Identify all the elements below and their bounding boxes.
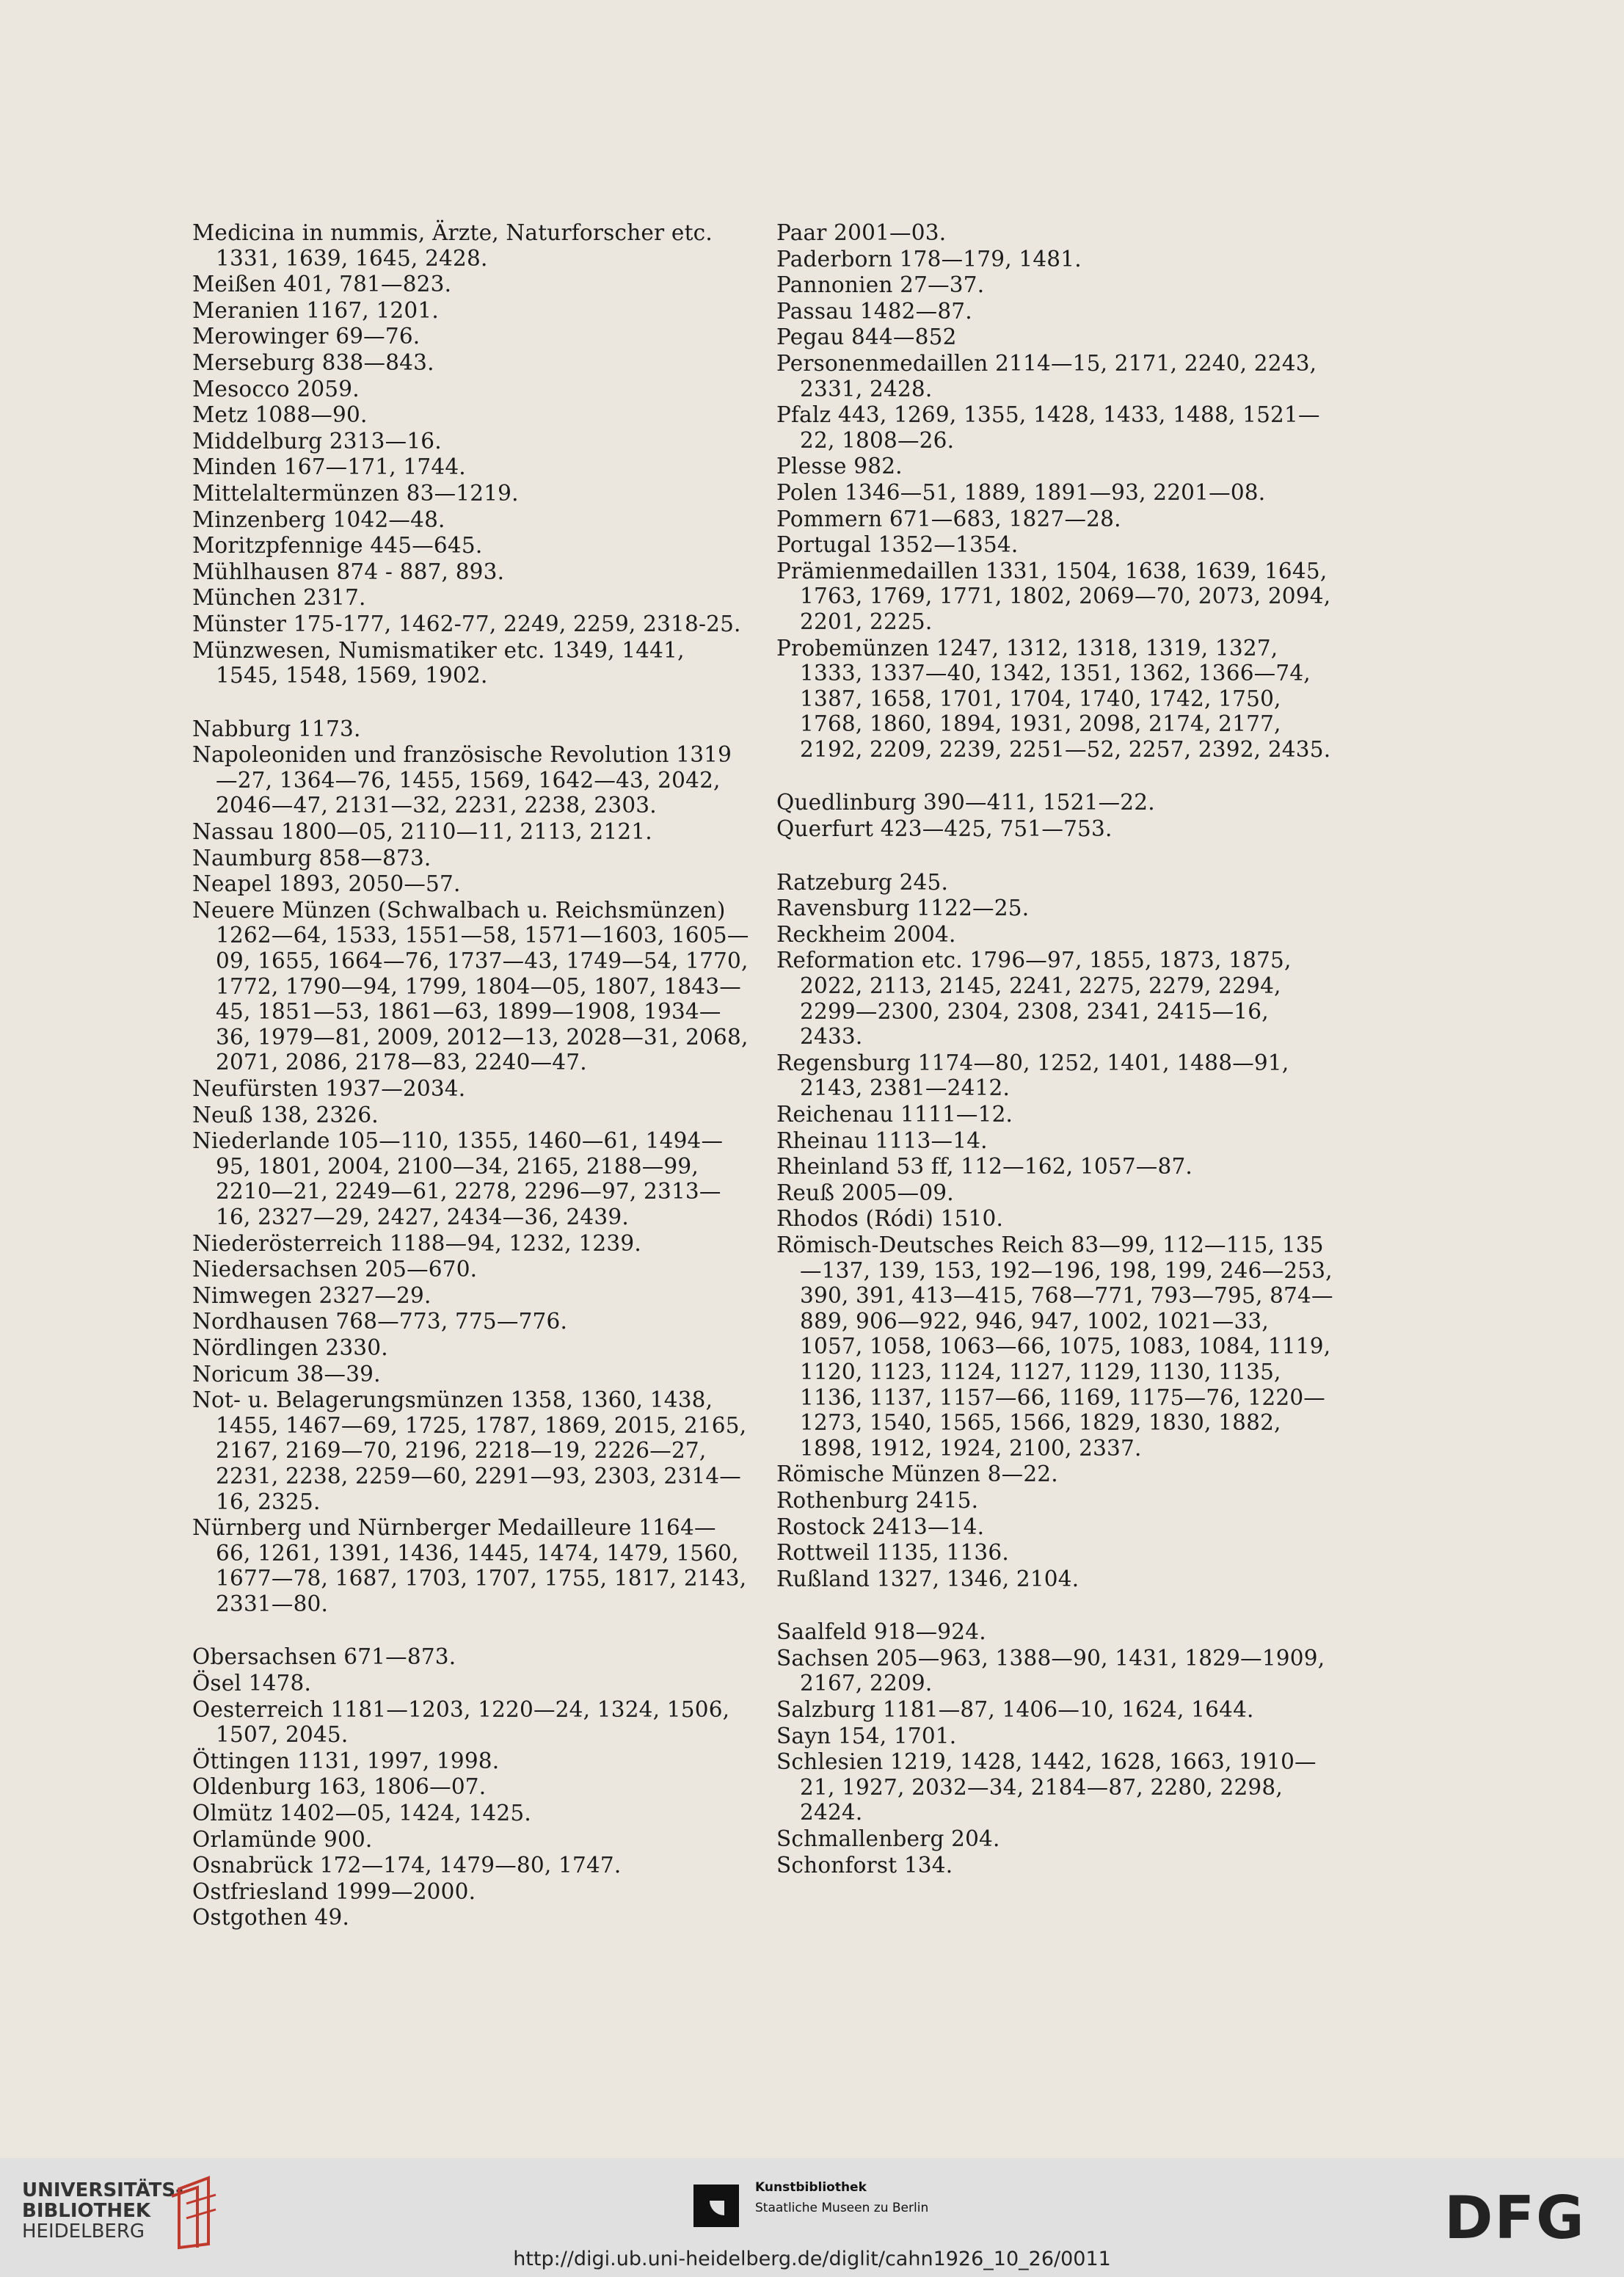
index-entry: Schmallenberg 204. xyxy=(776,1826,1000,1852)
index-entry: Neuere Münzen (Schwalbach u. Reichsmünzen) 1262—64, 1533, 1551—58, 1571—1603, 1605—09, 1655, 1664—76, 1737—43, 1749—54, 1770, 1772, 1790—94, 1799, 1804—05, 1807, 1843—45, 1851—53, 1861—63, 1899—1908, 1934—36, 1979—81, 2009, 2012—13, 2028—31, 2068, 2071, 2086, 2178—83, 2240—47. xyxy=(192,897,749,1075)
index-entry: Pommern 671—683, 1827—28. xyxy=(776,506,1121,531)
index-entry: Münzwesen, Numismatiker etc. 1349, 1441, 1545, 1548, 1569, 1902. xyxy=(192,637,685,689)
index-entry: Neuß 138, 2326. xyxy=(192,1102,379,1127)
index-entry: Öttingen 1131, 1997, 1998. xyxy=(192,1748,500,1773)
index-entry: Polen 1346—51, 1889, 1891—93, 2201—08. xyxy=(776,479,1266,505)
index-entry: Napoleoniden und französische Revolution 1319—27, 1364—76, 1455, 1569, 1642—43, 2042, 2046—47, 2131—32, 2231, 2238, 2303. xyxy=(192,742,732,818)
index-entry: Nabburg 1173. xyxy=(192,716,361,741)
ub-logo-line: HEIDELBERG xyxy=(22,2220,145,2242)
index-entry: Nassau 1800—05, 2110—11, 2113, 2121. xyxy=(192,819,652,845)
index-entry: Pfalz 443, 1269, 1355, 1428, 1433, 1488, 1521—22, 1808—26. xyxy=(776,402,1320,453)
index-entry: Plesse 982. xyxy=(776,454,903,479)
index-entry: Minzenberg 1042—48. xyxy=(192,506,445,532)
index-entry: Ostfriesland 1999—2000. xyxy=(192,1878,476,1904)
index-entry: Meranien 1167, 1201. xyxy=(192,297,439,323)
index-entry: Metz 1088—90. xyxy=(192,402,368,428)
index-entry: Münster 175-177, 1462-77, 2249, 2259, 2318-25. xyxy=(192,611,741,636)
index-entry: Rottweil 1135, 1136. xyxy=(776,1540,1009,1566)
index-entry: Mittelaltermünzen 83—1219. xyxy=(192,480,519,506)
index-entry: Pegau 844—852 xyxy=(776,324,957,350)
index-entry: Reuß 2005—09. xyxy=(776,1180,954,1205)
index-entry: Oesterreich 1181—1203, 1220—24, 1324, 1506, 1507, 2045. xyxy=(192,1696,730,1748)
index-entry: Paar 2001—03. xyxy=(776,220,947,245)
index-entry: Merowinger 69—76. xyxy=(192,324,420,349)
index-entry: Personenmedaillen 2114—15, 2171, 2240, 2243, 2331, 2428. xyxy=(776,350,1317,402)
index-entry: Niederlande 105—110, 1355, 1460—61, 1494—95, 1801, 2004, 2100—34, 2165, 2188—99, 2210—21, 2249—61, 2278, 2296—97, 2313—16, 2327—29, 2427, 2434—36, 2439. xyxy=(192,1128,724,1230)
index-entry: Mühlhausen 874 - 887, 893. xyxy=(192,559,505,584)
index-entry: Osnabrück 172—174, 1479—80, 1747. xyxy=(192,1853,622,1878)
index-column-left xyxy=(192,220,750,1931)
kunstbibliothek-icon xyxy=(693,2185,739,2227)
index-entry: Rheinau 1113—14. xyxy=(776,1127,988,1153)
kunstbibliothek-name: Kunstbibliothek xyxy=(755,2180,867,2195)
index-entry: Ravensburg 1122—25. xyxy=(776,896,1030,921)
index-entry: Querfurt 423—425, 751—753. xyxy=(776,816,1113,842)
index-entry: Mesocco 2059. xyxy=(192,376,360,402)
index-entry: Moritzpfennige 445—645. xyxy=(192,533,483,559)
index-entry: Passau 1482—87. xyxy=(776,298,972,324)
index-entry: Salzburg 1181—87, 1406—10, 1624, 1644. xyxy=(776,1697,1254,1723)
index-entry: Nürnberg und Nürnberger Medailleure 1164—66, 1261, 1391, 1436, 1445, 1474, 1479, 1560, 1677—78, 1687, 1703, 1707, 1755, 1817, 2143, 2331—80. xyxy=(192,1515,747,1616)
index-entry: Orlamünde 900. xyxy=(192,1826,373,1852)
index-entry: Reckheim 2004. xyxy=(776,921,956,947)
ub-logo-line: BIBLIOTHEK xyxy=(22,2200,151,2222)
index-entry: Römische Münzen 8—22. xyxy=(776,1461,1058,1487)
index-entry: Schonforst 134. xyxy=(776,1852,953,1878)
ub-heidelberg-mark-icon xyxy=(164,2174,223,2251)
dfg-logo[interactable]: DFG xyxy=(1444,2184,1586,2252)
index-entry: Reformation etc. 1796—97, 1855, 1873, 1875, 2022, 2113, 2145, 2241, 2275, 2279, 2294, 2299—2300, 2304, 2308, 2341, 2415—16, 2433. xyxy=(776,948,1292,1050)
index-entry: Quedlinburg 390—411, 1521—22. xyxy=(776,790,1155,816)
index-entry: Regensburg 1174—80, 1252, 1401, 1488—91, 2143, 2381—2412. xyxy=(776,1050,1289,1101)
index-entry: Ösel 1478. xyxy=(192,1671,312,1696)
kunstbibliothek-subtitle: Staatliche Museen zu Berlin xyxy=(755,2201,929,2215)
index-entry: Rostock 2413—14. xyxy=(776,1514,985,1539)
index-entry: Naumburg 858—873. xyxy=(192,845,432,871)
index-entry: Merseburg 838—843. xyxy=(192,349,434,375)
ub-logo-line: UNIVERSITÄTS- xyxy=(22,2179,183,2201)
index-entry: Obersachsen 671—873. xyxy=(192,1644,456,1670)
index-entry: Saalfeld 918—924. xyxy=(776,1619,986,1645)
index-entry: Meißen 401, 781—823. xyxy=(192,272,452,297)
index-column-right xyxy=(776,220,1334,1878)
index-entry: Prämienmedaillen 1331, 1504, 1638, 1639, 1645, 1763, 1769, 1771, 1802, 2069—70, 2073, 2094, 2201, 2225. xyxy=(776,558,1331,634)
index-entry: Not- u. Belagerungsmünzen 1358, 1360, 1438, 1455, 1467—69, 1725, 1787, 1869, 2015, 2165, 2167, 2169—70, 2196, 2218—19, 2226—27, 2231, 2238, 2259—60, 2291—93, 2303, 2314—16, 2325. xyxy=(192,1387,747,1514)
index-entry: Rußland 1327, 1346, 2104. xyxy=(776,1566,1079,1591)
index-entry: Middelburg 2313—16. xyxy=(192,428,442,454)
index-entry: Ratzeburg 245. xyxy=(776,869,949,895)
index-entry: Neufürsten 1937—2034. xyxy=(192,1076,466,1101)
index-entry: Rhodos (Ródi) 1510. xyxy=(776,1206,1004,1232)
index-entry: Niedersachsen 205—670. xyxy=(192,1257,478,1282)
index-entry: Neapel 1893, 2050—57. xyxy=(192,871,461,897)
index-entry: Niederösterreich 1188—94, 1232, 1239. xyxy=(192,1230,641,1256)
index-entry: Nimwegen 2327—29. xyxy=(192,1282,432,1308)
digitization-footer xyxy=(0,2158,1624,2277)
index-entry: Oldenburg 163, 1806—07. xyxy=(192,1774,487,1800)
index-entry: Medicina in nummis, Ärzte, Naturforscher etc. 1331, 1639, 1645, 2428. xyxy=(192,220,713,271)
index-entry: Reichenau 1111—12. xyxy=(776,1102,1013,1127)
index-entry: Noricum 38—39. xyxy=(192,1361,381,1387)
index-entry: Schlesien 1219, 1428, 1442, 1628, 1663, 1910—21, 1927, 2032—34, 2184—87, 2280, 2298, 2424. xyxy=(776,1749,1317,1826)
index-entry: Pannonien 27—37. xyxy=(776,272,985,298)
index-entry: Paderborn 178—179, 1481. xyxy=(776,246,1082,272)
index-entry: Ostgothen 49. xyxy=(192,1905,350,1931)
index-entry: Portugal 1352—1354. xyxy=(776,532,1019,558)
index-entry: Olmütz 1402—05, 1424, 1425. xyxy=(192,1801,531,1826)
index-entry: Nordhausen 768—773, 775—776. xyxy=(192,1309,568,1334)
ub-heidelberg-logo[interactable] xyxy=(22,2180,183,2242)
index-entry: Sachsen 205—963, 1388—90, 1431, 1829—1909, 2167, 2209. xyxy=(776,1645,1325,1696)
index-entry: Nördlingen 2330. xyxy=(192,1334,388,1360)
index-entry: Probemünzen 1247, 1312, 1318, 1319, 1327, 1333, 1337—40, 1342, 1351, 1362, 1366—74, 1387, 1658, 1701, 1704, 1740, 1742, 1750, 1768, 1860, 1894, 1931, 2098, 2174, 2177, 2192, 2209, 2239, 2251—52, 2257, 2392, 2435. xyxy=(776,635,1331,762)
index-entry: Römisch-Deutsches Reich 83—99, 112—115, 135—137, 139, 153, 192—196, 198, 199, 246—253, 390, 391, 413—415, 768—771, 793—795, 874—889, 906—922, 946, 947, 1002, 1021—33, 1057, 1058, 1063—66, 1075, 1083, 1084, 1119, 1120, 1123, 1124, 1127, 1129, 1130, 1135, 1136, 1137, 1157—66, 1169, 1175—76, 1220—1273, 1540, 1565, 1566, 1829, 1830, 1882, 1898, 1912, 1924, 2100, 2337. xyxy=(776,1232,1333,1461)
index-entry: Rothenburg 2415. xyxy=(776,1487,979,1513)
index-entry: Minden 167—171, 1744. xyxy=(192,454,466,480)
index-entry: München 2317. xyxy=(192,585,366,611)
permalink-url[interactable]: http://digi.ub.uni-heidelberg.de/diglit/cahn1926_10_26/0011 xyxy=(513,2248,1111,2270)
index-entry: Rheinland 53 ff, 112—162, 1057—87. xyxy=(776,1154,1192,1180)
index-entry: Sayn 154, 1701. xyxy=(776,1723,957,1748)
